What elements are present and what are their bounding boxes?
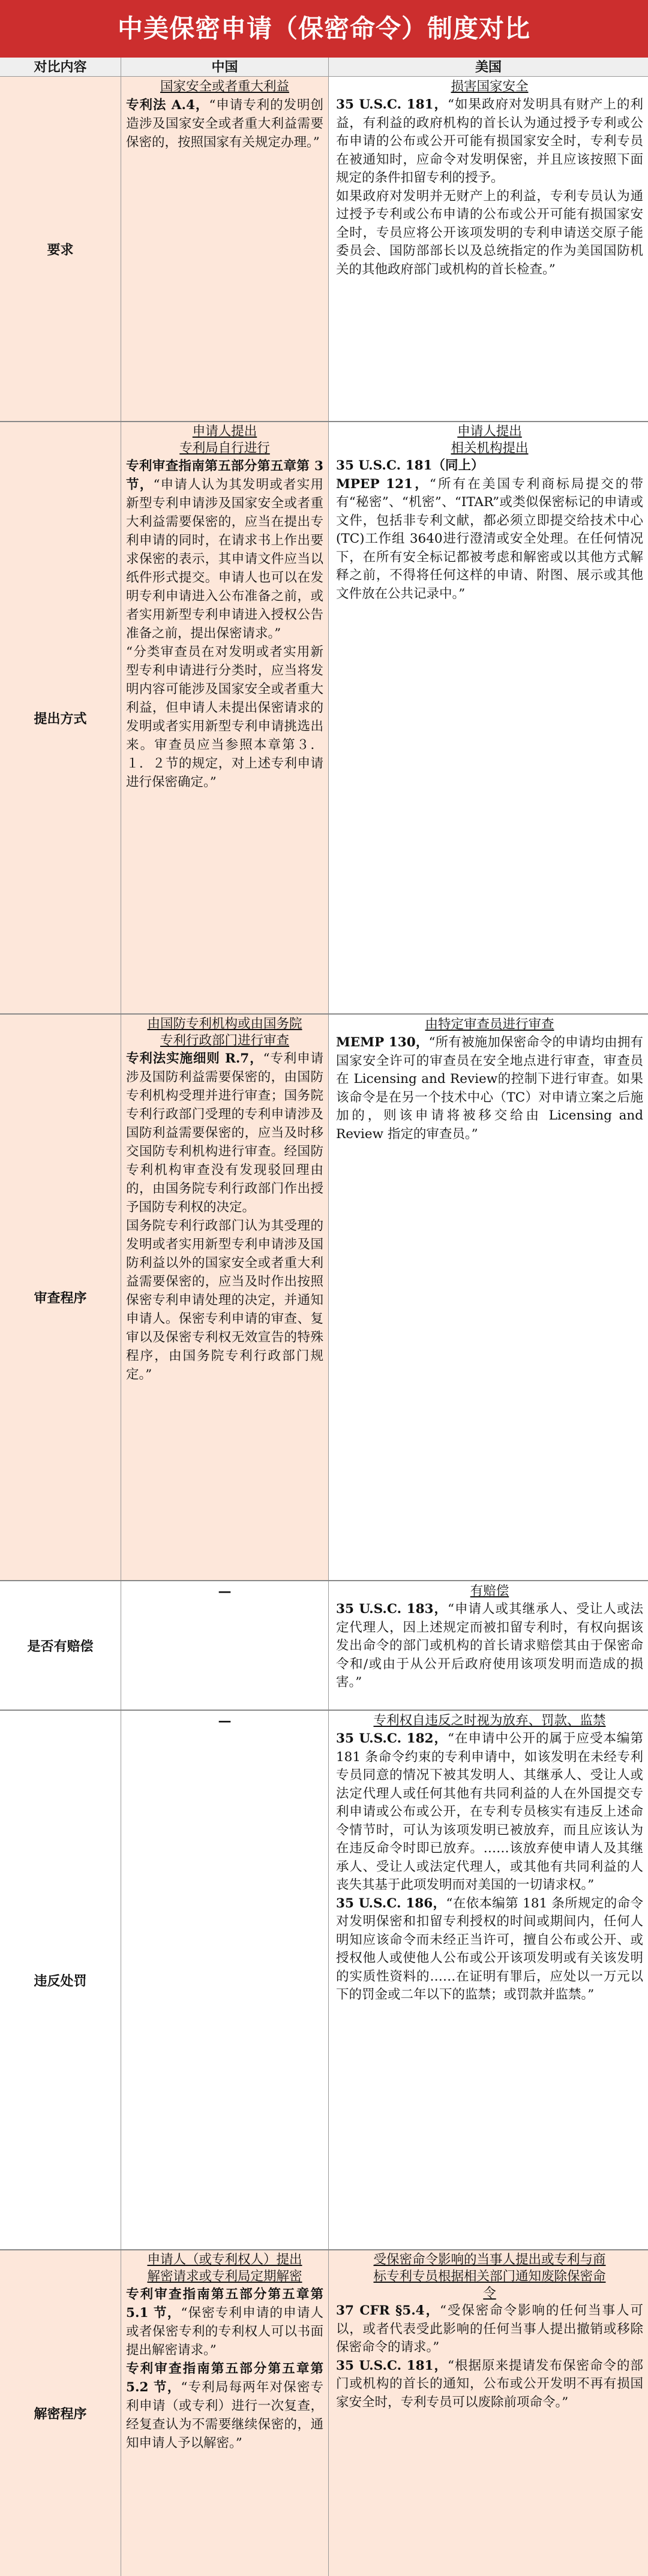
us-cell — [329, 77, 648, 421]
row-procedure — [0, 1015, 648, 1581]
us-cell — [329, 2250, 648, 2576]
us-subtitle-1: 受保密命令影响的当事人提出或专利与商 — [373, 2252, 606, 2267]
us-text — [336, 1730, 643, 1895]
us-subtitle-2: 标专利专员根据相关部门通知废除保密命 — [373, 2269, 606, 2284]
quote: “在申请中公开的属于应受本编第 181 条命令约束的专利申请中，如该发明在未经专利专员同意的情况下被其发明人、其继承人、受让人或法定代理人或任何其他有共同利益的人在外国提交专利申请或公布或公开，在专利专员核实有违反上述命令情节时，可认为该项发明已被放弃，而且应该认为在违反命令时即已放弃。……该放弃使申请人及其继承人、受让人或法定代理人，或其他有共同利益的人丧失其基于此项发明而对美国的一切请求权。” — [336, 1731, 643, 1892]
row-label: 是否有赔偿 — [0, 1581, 121, 1710]
citation: 35 U.S.C. 181， — [336, 97, 448, 112]
citation: 35 U.S.C. 183， — [336, 1602, 448, 1617]
citation: 专利法实施细则 R.7， — [126, 1051, 263, 1066]
china-subtitle-2: 专利局自行进行 — [179, 441, 270, 456]
quote: “所有被施加保密命令的申请均由拥有国家安全许可的审查员在安全地点进行审查，审查员在 Licensing and Review的控制下进行审查。如果该命令是在另一个技术中心（TC）对申请立案之后施加的，则该申请将被移交给由 Licensing and Review 指定的审查员。” — [336, 1035, 643, 1142]
quote: “受保密命令影响的任何当事人可以，或者代表受此影响的任何当事人提出撤销或移除保密命令的请求。” — [336, 2303, 643, 2355]
quote: “如果政府对发明具有财产上的利益，有利益的政府机构的首长认为通过授予专利或公布申请的公布或公开可能有损国家安全时，专利专员在被通知时，应命令对发明保密，并且应该按照下面规定的条件扣留专利的授予。 — [336, 97, 643, 185]
china-text — [126, 1049, 323, 1217]
citation-2: 35 U.S.C. 186， — [336, 1895, 446, 1911]
quote: “保密专利申请的申请人或者保密专利的专利权人可以书面提出解密请求。” — [126, 2306, 324, 2358]
quote: “申请人或其继承人、受让人或法定代理人，因上述规定而被扣留专利时，有权向据该发出命令的部门或机构的首长请求赔偿其由于保密命令和/或由于从公开后政府使用该项发明而造成的损害。” — [336, 1602, 643, 1690]
china-cell — [121, 422, 329, 1013]
china-cell — [121, 1711, 329, 2249]
citation-2: 35 U.S.C. 181， — [336, 2358, 448, 2373]
header-us: 美国 — [329, 58, 648, 77]
row-compensation — [0, 1581, 648, 1711]
quote: “申请专利的发明创造涉及国家安全或者重大利益需要保密的，按照国家有关规定办理。” — [126, 98, 323, 150]
china-dash: — — [218, 1584, 232, 1599]
row-violation — [0, 1711, 648, 2250]
quote: “申请人认为其发明或者实用新型专利申请涉及国家安全或者重大利益需要保密的，应当在提出专利申请的同时，在请求书上作出要求保密的表示，其申请文件应当以纸件形式提交。申请人也可以在发明专利申请进入公布准备之前，或者实用新型专利申请进入授权公告准备之前，提出保密请求。” — [126, 477, 323, 641]
us-text — [336, 96, 643, 188]
citation: 专利审查指南第五部分第五章第 3 节， — [126, 459, 323, 492]
us-cell — [329, 1711, 648, 2249]
china-text-2: “分类审查员在对发明或者实用新型专利申请进行分类时，应当将发明内容可能涉及国家安全或者重大利益，但申请人未提出保密请求的发明或者实用新型专利申请挑选出来。审查员应当参照本章第３．１．２节的规定，对上述专利申请进行保密确定。” — [126, 645, 323, 790]
quote: “专利申请涉及国防利益需要保密的，由国防专利机构受理并进行审查；国务院专利行政部门受理的专利申请涉及国防利益需要保密的，应当及时移交国防专利机构进行审查。经国防专利机构审查没有发现驳回理由的，由国务院专利行政部门作出授予国防专利权的决定。 — [126, 1051, 323, 1215]
us-cell — [329, 422, 648, 1013]
china-subtitle-1: 申请人提出 — [192, 424, 257, 439]
china-text — [126, 96, 323, 152]
china-cell — [121, 1015, 329, 1580]
citation: 35 U.S.C. 182， — [336, 1731, 448, 1746]
china-subtitle-2: 专利行政部门进行审查 — [160, 1033, 289, 1048]
china-cell — [121, 1581, 329, 1710]
quote: “所有在美国专利商标局提交的带有“秘密”、“机密”、“ITAR”或类似保密标记的申请或文件，包括非专利文献，都必须立即提交给技术中心(TC)工作组 3640进行澄清或安全处理。在任何情况下，在所有安全标记都被考虑和解密或以其他方式解释之前，不得将任何这样的申请、附图、展示或其他文件放在公共记录中。” — [336, 476, 644, 601]
row-label: 违反处罚 — [0, 1711, 121, 2249]
china-subtitle-2: 解密请求或专利局定期解密 — [147, 2269, 302, 2284]
us-subtitle-1: 申请人提出 — [457, 424, 522, 439]
us-subtitle: 有赔偿 — [470, 1584, 509, 1599]
row-label: 解密程序 — [0, 2250, 121, 2576]
china-subtitle-1: 申请人（或专利权人）提出 — [147, 2252, 302, 2267]
china-text — [126, 457, 323, 643]
us-text — [336, 1600, 643, 1692]
quote-2: “根据原来提请发布保密命令的部门或机构的首长的通知，公布或公开发明不再有损国家安全时，专利专员可以废除前项命令。” — [336, 2358, 643, 2410]
us-subtitle-3: 令 — [483, 2286, 496, 2301]
china-cell — [121, 77, 329, 421]
china-subtitle: 国家安全或者重大利益 — [160, 79, 289, 94]
row-declassify — [0, 2250, 648, 2576]
us-text-2 — [336, 1895, 643, 2005]
page-title: 中美保密申请（保密命令）制度对比 — [0, 0, 648, 58]
us-subtitle: 损害国家安全 — [451, 79, 529, 94]
us-text — [336, 1034, 643, 1143]
row-filing — [0, 422, 648, 1015]
us-cell — [329, 1015, 648, 1580]
us-text-2: 如果政府对发明并无财产上的利益，专利专员认为通过授予专利或公布申请的公布或公开可能有损国家安全时，专员应将公开该项发明的专利申请送交原子能委员会、国防部部长以及总统指定的作为美国国防机关的其他政府部门或机构的首长检查。” — [336, 188, 643, 277]
us-subtitle-2: 相关机构提出 — [451, 441, 529, 456]
us-text — [336, 476, 643, 604]
us-subtitle: 专利权自违反之时视为放弃、罚款、监禁 — [373, 1713, 606, 1728]
citation: 37 CFR §5.4， — [336, 2303, 440, 2318]
china-subtitle-1: 由国防专利机构或由国务院 — [147, 1016, 302, 1031]
quote-2: “专利局每两年对保密专利申请（或专利）进行一次复查，经复查认为不需要继续保密的，通知申请人予以解密。” — [126, 2380, 324, 2451]
citation: MEMP 130， — [336, 1035, 429, 1050]
quote-2: “在依本编第 181 条所规定的命令对发明保密和扣留专利授权的时间或期间内，任何人明知应该命令而未经正当许可，擅自公布或公开、或授权他人或使他人公布或公开该项发明或有关该发明的实质性资料的……在证明有罪后，应处以一万元以下的罚金或二年以下的监禁；或罚款并监禁。” — [336, 1895, 644, 2002]
china-cell — [121, 2250, 329, 2576]
row-label: 提出方式 — [0, 422, 121, 1013]
us-subtitle: 由特定审查员进行审查 — [425, 1017, 554, 1032]
china-text — [126, 2285, 323, 2360]
row-requirement — [0, 77, 648, 422]
us-cell — [329, 1581, 648, 1710]
china-text-2: 国务院专利行政部门认为其受理的发明或者实用新型专利申请涉及国防利益以外的国家安全或者重大利益需要保密的，应当及时作出按照保密专利申请处理的决定，并通知申请人。保密专利申请的审查、复审以及保密专利权无效宣告的特殊程序，由国务院专利行政部门规定。” — [126, 1218, 323, 1382]
us-text — [336, 2302, 643, 2357]
citation-2: 专利审查指南第五部分第五章第 5.2 节， — [126, 2361, 323, 2395]
header-compare-content: 对比内容 — [0, 58, 121, 77]
citation: MPEP 121， — [336, 476, 430, 492]
citation: 专利法 A.4， — [126, 98, 209, 113]
china-text-2 — [126, 2360, 323, 2452]
row-label: 审查程序 — [0, 1015, 121, 1580]
us-text-2 — [336, 2357, 643, 2412]
us-citation-line: 35 U.S.C. 181（同上） — [336, 458, 484, 473]
row-label: 要求 — [0, 77, 121, 421]
citation: 专利审查指南第五部分第五章第 5.1 节， — [126, 2287, 323, 2321]
china-dash: — — [218, 1713, 232, 1729]
header-china: 中国 — [121, 58, 329, 77]
